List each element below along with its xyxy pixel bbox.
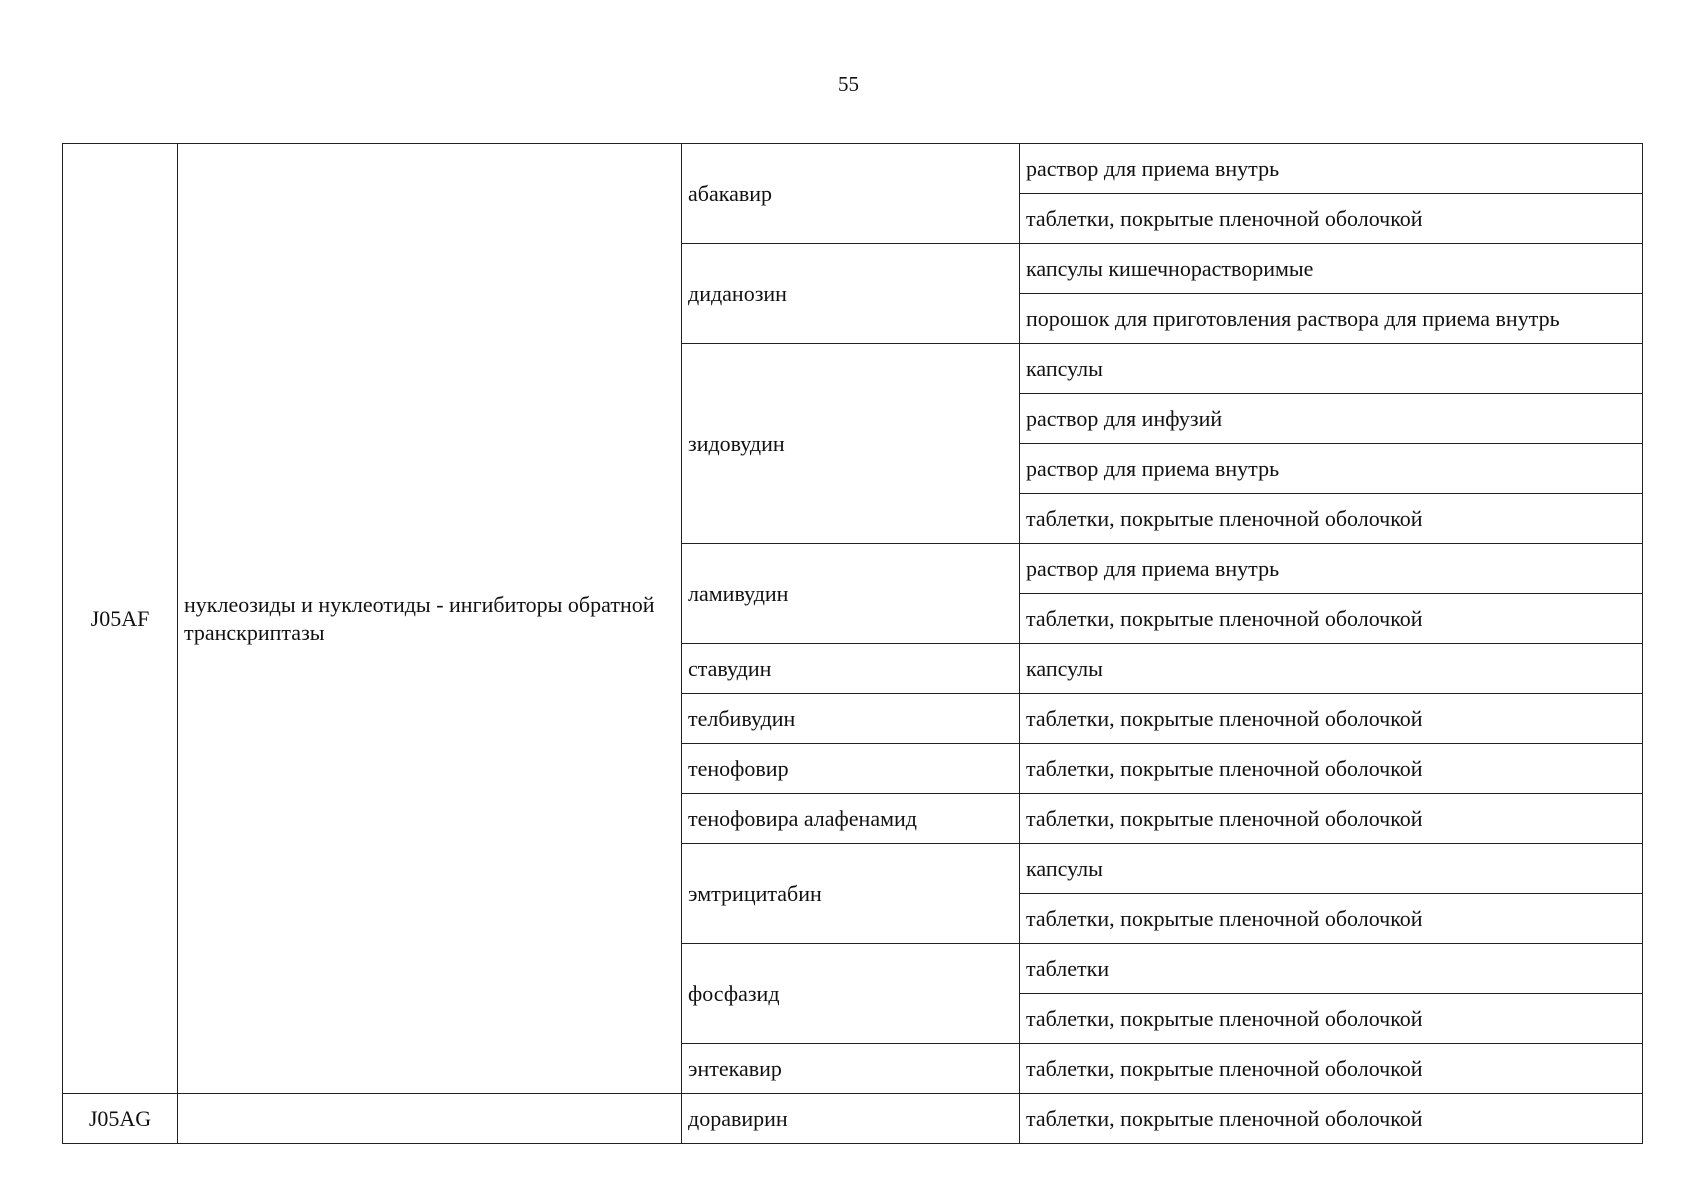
drug-name-cell: ламивудин bbox=[682, 544, 1020, 644]
group-name-cell bbox=[178, 1094, 682, 1144]
dosage-form-cell: раствор для приема внутрь bbox=[1020, 444, 1643, 494]
dosage-form-cell: таблетки, покрытые пленочной оболочкой bbox=[1020, 194, 1643, 244]
drug-name-cell: эмтрицитабин bbox=[682, 844, 1020, 944]
dosage-form-cell: таблетки, покрытые пленочной оболочкой bbox=[1020, 694, 1643, 744]
dosage-form-cell: раствор для приема внутрь bbox=[1020, 544, 1643, 594]
table-row bbox=[63, 1094, 1643, 1144]
dosage-form-cell: капсулы bbox=[1020, 844, 1643, 894]
dosage-form-cell: таблетки, покрытые пленочной оболочкой bbox=[1020, 1094, 1643, 1144]
dosage-form-cell: капсулы кишечнорастворимые bbox=[1020, 244, 1643, 294]
table-body bbox=[63, 144, 1643, 1144]
drug-name-cell: диданозин bbox=[682, 244, 1020, 344]
dosage-form-cell: раствор для инфузий bbox=[1020, 394, 1643, 444]
atc-code-cell: J05AF bbox=[63, 144, 178, 1094]
dosage-form-cell: таблетки, покрытые пленочной оболочкой bbox=[1020, 794, 1643, 844]
dosage-form-cell: капсулы bbox=[1020, 344, 1643, 394]
dosage-form-cell: таблетки, покрытые пленочной оболочкой bbox=[1020, 744, 1643, 794]
drug-name-cell: доравирин bbox=[682, 1094, 1020, 1144]
dosage-form-cell: раствор для приема внутрь bbox=[1020, 144, 1643, 194]
dosage-form-cell: порошок для приготовления раствора для приема внутрь bbox=[1020, 294, 1643, 344]
drug-name-cell: телбивудин bbox=[682, 694, 1020, 744]
drug-name-cell: энтекавир bbox=[682, 1044, 1020, 1094]
dosage-form-cell: таблетки bbox=[1020, 944, 1643, 994]
atc-code-cell: J05AG bbox=[63, 1094, 178, 1144]
dosage-form-cell: таблетки, покрытые пленочной оболочкой bbox=[1020, 894, 1643, 944]
drug-name-cell: фосфазид bbox=[682, 944, 1020, 1044]
drug-name-cell: тенофовир bbox=[682, 744, 1020, 794]
dosage-form-cell: капсулы bbox=[1020, 644, 1643, 694]
drug-name-cell: тенофовира алафенамид bbox=[682, 794, 1020, 844]
page-number: 55 bbox=[838, 72, 859, 96]
drug-name-cell: абакавир bbox=[682, 144, 1020, 244]
dosage-form-cell: таблетки, покрытые пленочной оболочкой bbox=[1020, 594, 1643, 644]
table-row bbox=[63, 144, 1643, 194]
drug-table bbox=[62, 143, 1643, 1144]
dosage-form-cell: таблетки, покрытые пленочной оболочкой bbox=[1020, 994, 1643, 1044]
dosage-form-cell: таблетки, покрытые пленочной оболочкой bbox=[1020, 494, 1643, 544]
drug-name-cell: ставудин bbox=[682, 644, 1020, 694]
group-name-cell: нуклеозиды и нуклеотиды - ингибиторы обратной транскриптазы bbox=[178, 144, 682, 1094]
drug-name-cell: зидовудин bbox=[682, 344, 1020, 544]
dosage-form-cell: таблетки, покрытые пленочной оболочкой bbox=[1020, 1044, 1643, 1094]
